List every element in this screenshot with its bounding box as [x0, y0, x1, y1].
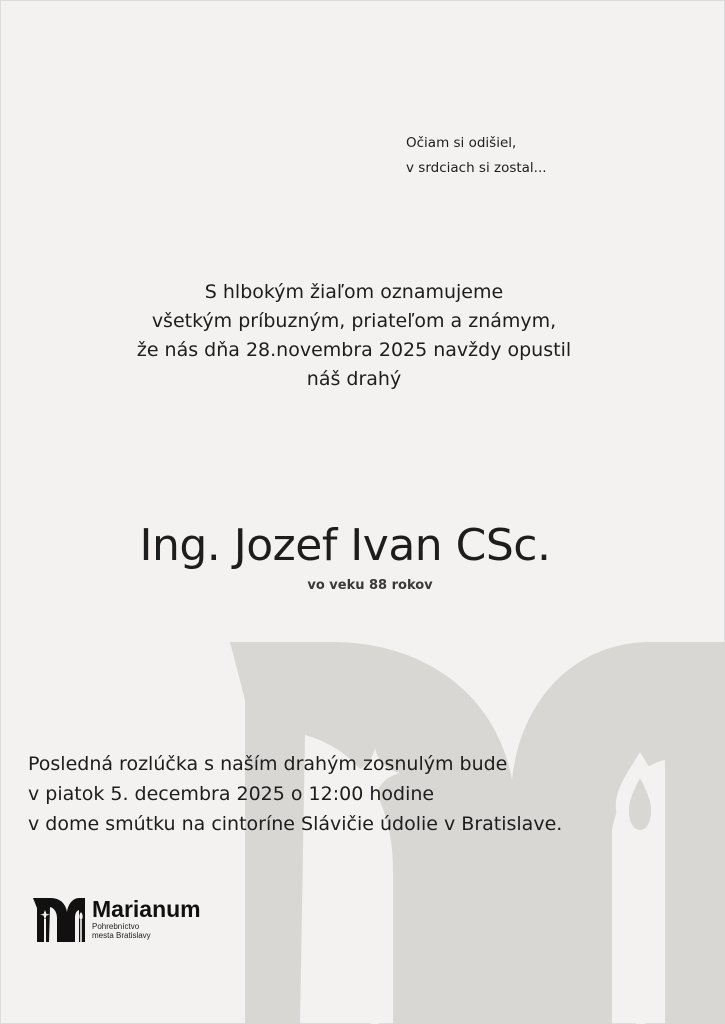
marianum-logo	[33, 896, 201, 942]
logo-subtitle-line-1: Pohrebníctvo	[92, 922, 140, 931]
deceased-name: Ing. Jozef Ivan CSc.	[139, 520, 551, 571]
motto-verse	[406, 131, 547, 181]
logo-name: Marianum	[92, 896, 201, 922]
deceased-age: vo veku 88 rokov	[307, 578, 433, 593]
logo-subtitle-line-2: mesta Bratislavy	[92, 931, 151, 940]
announcement-line-3: že nás dňa 28.novembra 2025 navždy opustil	[136, 339, 572, 361]
funeral-details	[28, 749, 562, 839]
announcement-line-4: náš drahý	[306, 368, 402, 390]
motto-line-2: v srdciach si zostal...	[406, 160, 547, 176]
funeral-line-2: v piatok 5. decembra 2025 o 12:00 hodine	[28, 783, 435, 805]
death-announcement	[0, 278, 708, 394]
logo-text	[92, 896, 201, 940]
motto-line-1: Očiam si odišiel,	[406, 135, 517, 151]
announcement-line-2: všetkým príbuzným, priateľom a známym,	[151, 310, 557, 332]
funeral-line-1: Posledná rozlúčka s naším drahým zosnulým bude	[28, 753, 508, 775]
announcement-line-1: S hlbokým žiaľom oznamujeme	[204, 281, 504, 303]
funeral-line-3: v dome smútku na cintoríne Slávičie údolie v Bratislave.	[28, 813, 563, 835]
marianum-logo-icon	[33, 896, 85, 942]
